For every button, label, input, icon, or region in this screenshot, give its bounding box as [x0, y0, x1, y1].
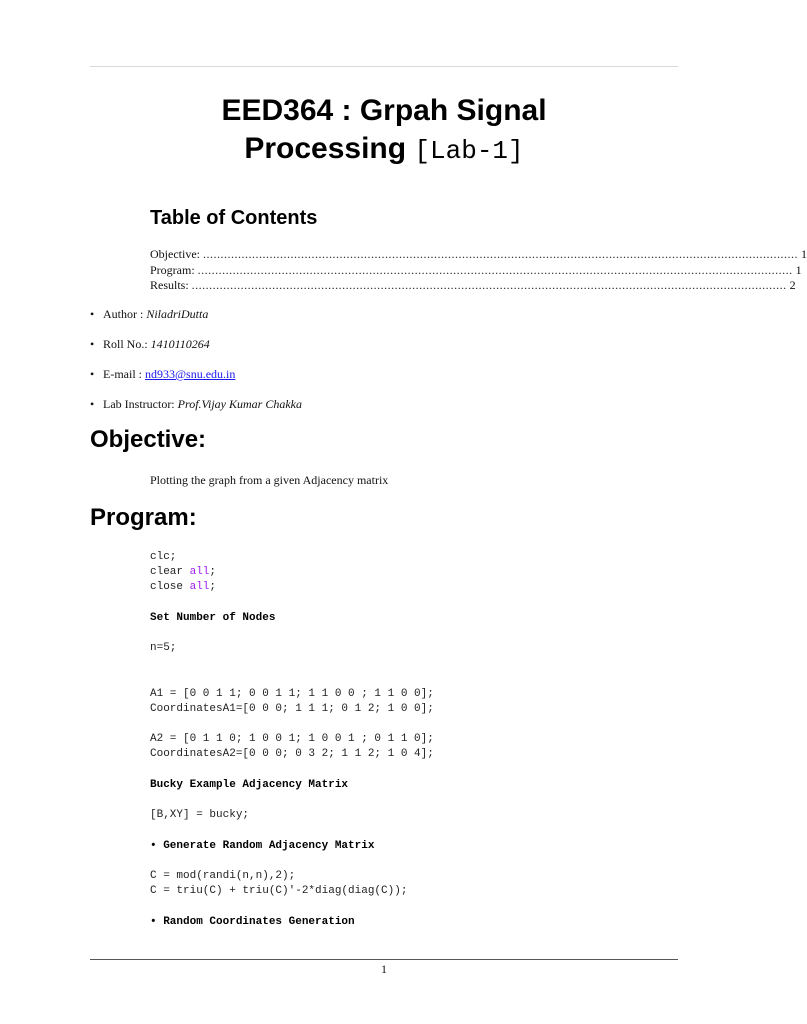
code-spacer — [150, 596, 434, 611]
program-heading: Program: — [90, 504, 197, 531]
email-item — [90, 365, 302, 395]
bullet: • — [90, 397, 95, 411]
code-line: CoordinatesA2=[0 0 0; 0 3 2; 1 1 2; 1 0 4]; — [150, 748, 434, 761]
roll-label: Roll No.: — [103, 337, 151, 351]
code-spacer — [150, 717, 434, 732]
code-section-heading: • Random Coordinates Generation — [150, 915, 355, 928]
title-line-2-text: Processing — [244, 132, 415, 165]
code-spacer — [150, 626, 434, 641]
toc-leader-dots: .......................................................................................................................................................................... — [191, 278, 787, 292]
code-line: n=5; — [150, 642, 177, 655]
toc-leader-dots: .......................................................................................................................................................................... — [197, 262, 793, 277]
toc-item-results[interactable] — [150, 278, 796, 294]
toc-heading: Table of Contents — [150, 207, 318, 229]
code-section-heading: Set Number of Nodes — [150, 611, 276, 624]
code-text: clear — [150, 566, 190, 579]
code-line: C = triu(C) + triu(C)'-2*diag(diag(C)); — [150, 885, 408, 898]
table-of-contents — [150, 247, 807, 294]
objective-heading: Objective: — [90, 426, 207, 453]
title-lab-tag: [Lab-1] — [414, 136, 524, 166]
author-label: Author : — [103, 307, 147, 321]
toc-leader-dots: .......................................................................................................................................................................... — [202, 247, 798, 261]
code-line: CoordinatesA1=[0 0 0; 1 1 1; 0 1 2; 1 0 0]; — [150, 702, 434, 715]
instructor-label: Lab Instructor: — [103, 397, 178, 411]
code-section-heading: • Generate Random Adjacency Matrix — [150, 839, 375, 852]
email-link[interactable]: nd933@snu.edu.in — [145, 367, 236, 381]
code-line: A1 = [0 0 1 1; 0 0 1 1; 1 1 0 0 ; 1 1 0 0]; — [150, 687, 434, 700]
code-listing — [150, 550, 434, 930]
roll-value: 1410110264 — [150, 337, 210, 351]
toc-item-page: 1 — [795, 262, 802, 277]
code-spacer — [150, 656, 434, 686]
code-line: C = mod(randi(n,n),2); — [150, 869, 296, 882]
code-text: close — [150, 581, 190, 594]
toc-item-page: 1 — [800, 247, 807, 261]
code-spacer — [150, 899, 434, 914]
toc-item-program[interactable] — [150, 262, 802, 279]
document-title — [90, 92, 678, 170]
code-line: A2 = [0 1 1 0; 1 0 0 1; 1 0 0 1 ; 0 1 1 0]; — [150, 733, 434, 746]
instructor-item — [90, 395, 302, 425]
email-label: E-mail : — [103, 367, 145, 381]
code-text: ; — [209, 581, 217, 594]
bullet: • — [90, 367, 95, 381]
toc-item-label: Program: — [150, 262, 195, 277]
title-line-2 — [90, 130, 678, 170]
code-line: clc; — [150, 551, 177, 563]
objective-text: Plotting the graph from a given Adjacency matrix — [150, 473, 389, 487]
instructor-value: Prof.Vijay Kumar Chakka — [177, 397, 302, 411]
code-spacer — [150, 763, 434, 778]
roll-number-item — [90, 335, 302, 365]
toc-item-page: 2 — [789, 278, 796, 292]
code-keyword: all — [189, 581, 210, 594]
bullet: • — [90, 337, 95, 351]
code-spacer — [150, 793, 434, 808]
code-spacer — [150, 854, 434, 869]
author-info-list — [90, 305, 302, 425]
code-line: [B,XY] = bucky; — [150, 809, 250, 822]
toc-item-label: Results: — [150, 278, 189, 292]
toc-item-objective[interactable] — [150, 247, 807, 263]
title-line-1: EED364 : Grpah Signal — [221, 94, 547, 127]
page-number: 1 — [381, 962, 387, 976]
code-spacer — [150, 823, 434, 838]
code-keyword: all — [189, 566, 210, 579]
author-value: NiladriDutta — [146, 307, 209, 321]
author-item — [90, 305, 302, 335]
top-rule — [90, 66, 678, 67]
bullet: • — [90, 307, 95, 321]
code-line — [150, 580, 434, 595]
code-section-heading: Bucky Example Adjacency Matrix — [150, 778, 349, 791]
code-text: ; — [209, 566, 217, 579]
code-line — [150, 565, 434, 580]
toc-item-label: Objective: — [150, 247, 200, 261]
footer-rule — [90, 959, 678, 960]
